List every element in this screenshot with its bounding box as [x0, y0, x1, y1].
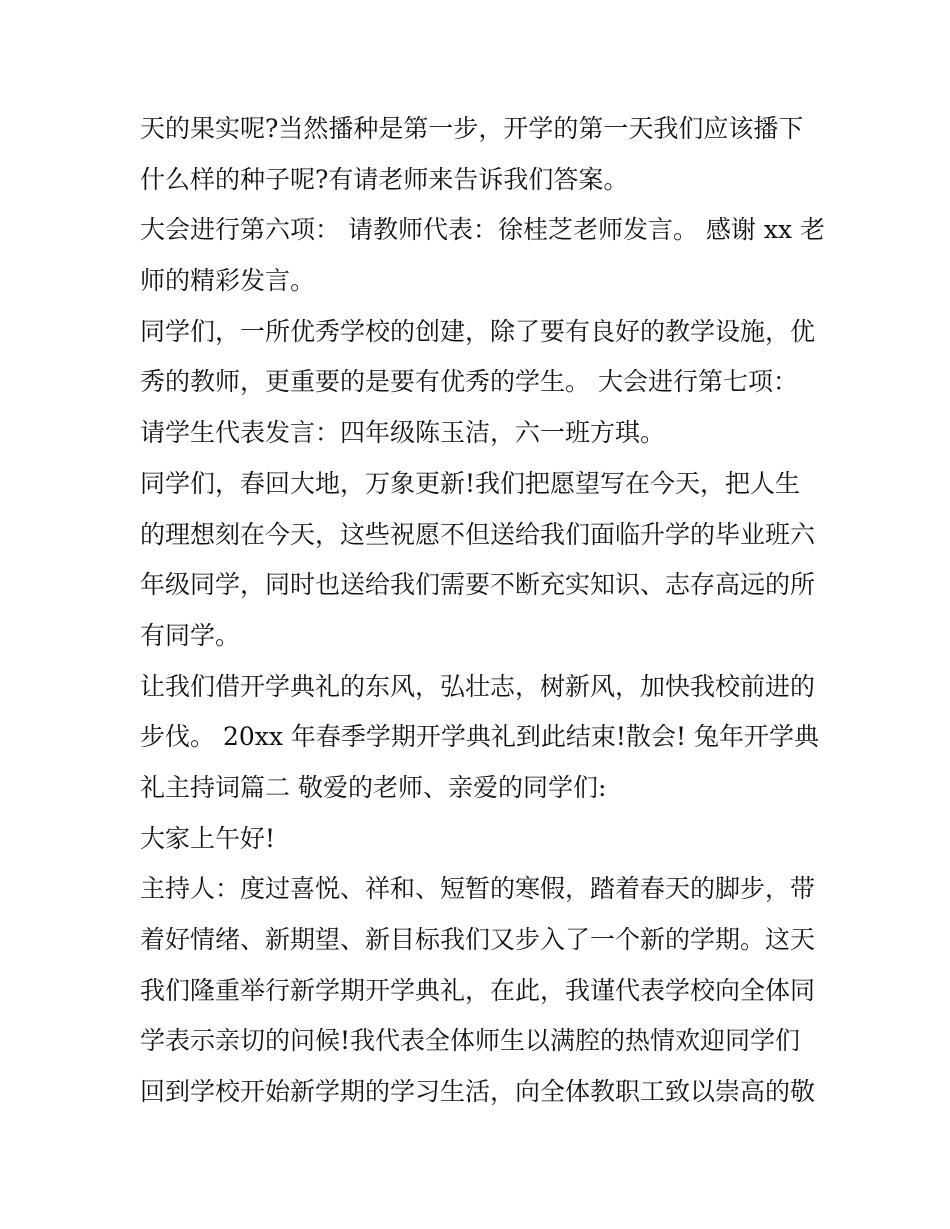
text-line: 年级同学，同时也送给我们需要不断充实知识、志存高远的所: [140, 570, 816, 600]
text-line: 让我们借开学典礼的东风，弘壮志，树新风，加快我校前进的: [140, 671, 816, 701]
text-line: 同学们，春回大地，万象更新!我们把愿望写在今天，把人生: [140, 468, 801, 498]
text-line: 着好情绪、新期望、新目标我们又步入了一个新的学期。这天: [140, 925, 816, 954]
text-line: 有同学。: [140, 620, 241, 650]
text-line: 秀的教师，更重要的是要有优秀的学生。 大会进行第七项：: [140, 367, 798, 397]
text-line: 什么样的种子呢?有请老师来告诉我们答案。: [140, 164, 629, 194]
text-line: 主持人：度过喜悦、祥和、短暂的寒假，踏着春天的脚步，带: [140, 874, 816, 904]
text-line: 天的果实呢?当然播种是第一步，开学的第一天我们应该播下: [140, 114, 804, 143]
text-line: 礼主持词篇二 敬爱的老师、亲爱的同学们:: [140, 772, 607, 802]
text-line: 我们隆重举行新学期开学典礼，在此，我谨代表学校向全体同: [140, 975, 816, 1005]
text-line: 请学生代表发言：四年级陈玉洁，六一班方琪。: [140, 418, 666, 448]
text-line: 的理想刻在今天，这些祝愿不但送给我们面临升学的毕业班六: [140, 519, 816, 549]
text-line: 师的精彩发言。: [140, 266, 316, 296]
document-body: [140, 104, 825, 1118]
text-line: 回到学校开始新学期的学习生活，向全体教职工致以崇高的敬: [140, 1077, 816, 1107]
text-line: 同学们，一所优秀学校的创建，除了要有良好的教学设施，优: [140, 316, 816, 346]
text-line: 大会进行第六项： 请教师代表：徐桂芝老师发言。 感谢 xx 老: [140, 215, 825, 245]
text-line: 学表示亲切的问候!我代表全体师生以满腔的热情欢迎同学们: [140, 1026, 801, 1056]
text-line: 步伐。 20xx 年春季学期开学典礼到此结束!散会! 兔年开学典: [140, 722, 819, 752]
text-line: 大家上午好!: [140, 823, 276, 853]
